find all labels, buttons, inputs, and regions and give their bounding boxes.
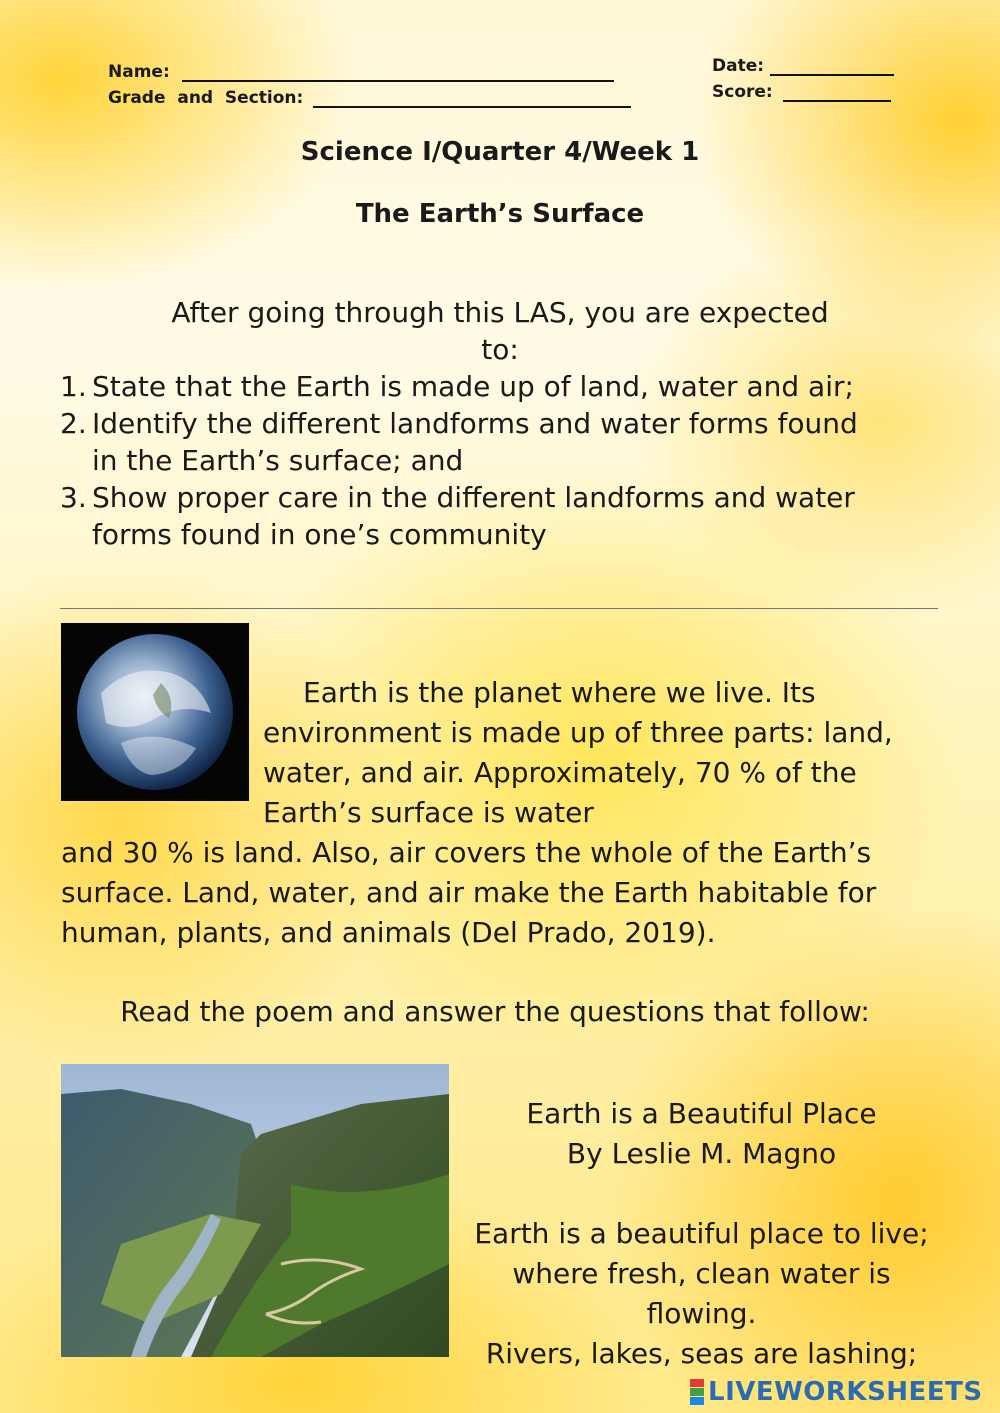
liveworksheets-logo xyxy=(690,1375,983,1409)
paragraph-line: Earth is the planet where we live. Its xyxy=(303,676,816,709)
subject-heading: Science I/Quarter 4/Week 1 xyxy=(300,137,700,167)
paragraph-line: water, and air. Approximately, 70 % of the xyxy=(263,756,857,789)
date-label: Date: xyxy=(712,56,765,76)
paragraph-line: surface. Land, water, and air make the Earth habitable for xyxy=(61,876,877,909)
score-blank-line[interactable] xyxy=(783,100,891,102)
liveworksheets-badge-icon xyxy=(690,1379,704,1405)
paragraph-line: and 30 % is land. Also, air covers the whole of the Earth’s xyxy=(61,836,872,869)
name-field-row xyxy=(108,62,614,82)
score-label: Score: xyxy=(712,82,773,102)
poem-title: Earth is a Beautiful Place xyxy=(526,1097,877,1130)
date-field-row xyxy=(712,56,894,76)
objectives-intro-line1: After going through this LAS, you are expected xyxy=(171,296,829,329)
objective-text-line: State that the Earth is made up of land, water and air; xyxy=(92,370,854,403)
topic-title: The Earth’s Surface xyxy=(355,199,645,229)
objectives-list xyxy=(60,368,940,553)
objective-text-line: Show proper care in the different landforms and water xyxy=(92,481,855,514)
grade-section-field-row xyxy=(108,88,631,108)
earth-globe-icon xyxy=(61,623,249,801)
objective-number: 2. xyxy=(60,407,87,440)
objective-number: 3. xyxy=(60,481,87,514)
objectives-intro-line2: to: xyxy=(481,333,519,366)
earth-paragraph-bottom xyxy=(61,833,951,953)
objective-text-line: Identify the different landforms and water forms found xyxy=(92,407,858,440)
poem-block xyxy=(460,1094,943,1374)
objective-text-line: in the Earth’s surface; and xyxy=(92,444,464,477)
objective-number: 1. xyxy=(60,370,87,403)
poem-author: By Leslie M. Magno xyxy=(566,1137,837,1170)
objectives-section xyxy=(60,294,940,553)
poem-line: where fresh, clean water is xyxy=(512,1257,891,1290)
paragraph-line: environment is made up of three parts: land, xyxy=(263,716,893,749)
poem-spacer xyxy=(460,1174,943,1214)
paragraph-line: human, plants, and animals (Del Prado, 2019). xyxy=(61,916,716,949)
poem-line: flowing. xyxy=(646,1297,757,1330)
grade-section-blank-line[interactable] xyxy=(313,106,631,108)
objective-item xyxy=(60,405,940,479)
earth-globe-image xyxy=(61,623,249,801)
objective-item xyxy=(60,479,940,553)
score-field-row xyxy=(712,82,891,102)
name-blank-line[interactable] xyxy=(182,80,614,82)
objective-item xyxy=(60,368,940,405)
liveworksheets-brand-text: LIVEWORKSHEETS xyxy=(708,1377,983,1407)
name-label: Name: xyxy=(108,62,170,82)
section-divider xyxy=(60,608,938,609)
poem-line: Rivers, lakes, seas are lashing; xyxy=(485,1337,918,1370)
valley-river-icon xyxy=(61,1064,449,1357)
poem-instruction: Read the poem and answer the questions that follow: xyxy=(120,995,870,1028)
grade-section-label: Grade and Section: xyxy=(108,88,304,108)
objective-text-line: forms found in one’s community xyxy=(92,518,547,551)
date-blank-line[interactable] xyxy=(770,74,894,76)
valley-landscape-image xyxy=(61,1064,449,1357)
paragraph-line: Earth’s surface is water xyxy=(263,796,594,829)
earth-paragraph-top xyxy=(263,673,943,833)
poem-line: Earth is a beautiful place to live; xyxy=(474,1217,929,1250)
